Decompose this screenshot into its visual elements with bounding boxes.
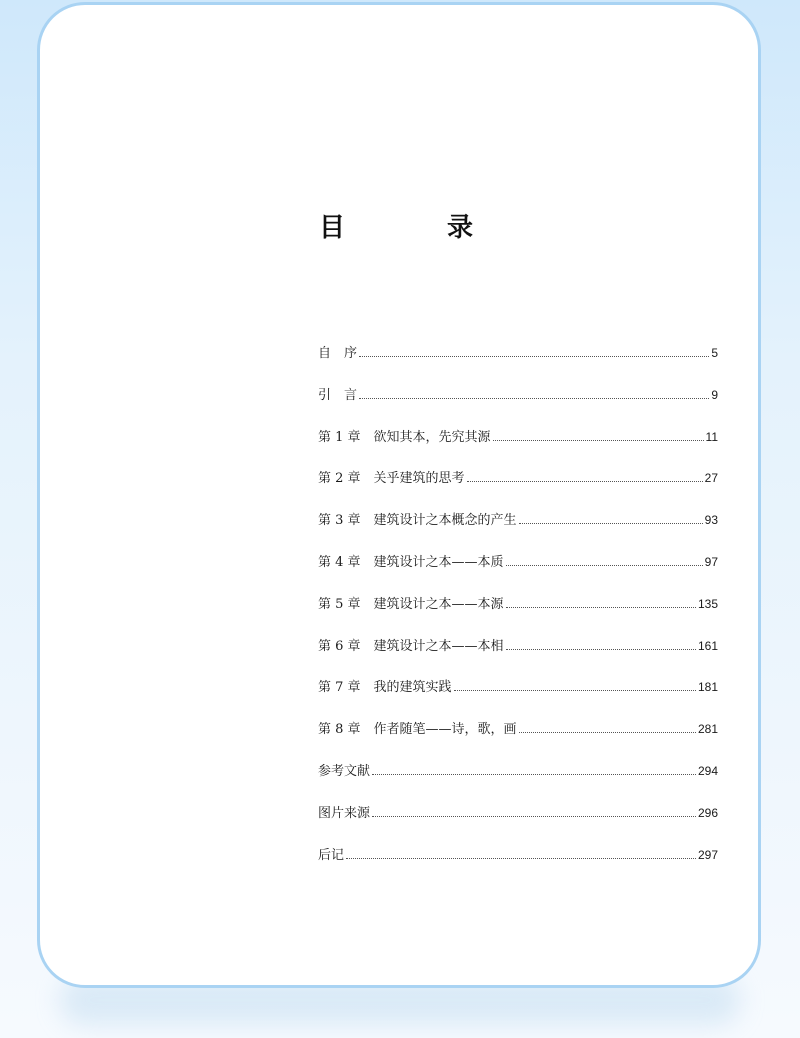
- toc-entry[interactable]: [318, 510, 718, 530]
- toc-entry-page-number: 9: [711, 387, 718, 402]
- toc-entry[interactable]: [318, 636, 718, 656]
- toc-entry-label: 自 序: [318, 346, 358, 361]
- toc-title: 目 录: [319, 213, 512, 243]
- toc-entry-page-number: 294: [697, 764, 718, 778]
- toc-entry-label: 第 1 章 欲知其本，先究其源: [318, 429, 491, 445]
- page-card: [37, 2, 761, 988]
- toc-entry[interactable]: [318, 552, 718, 572]
- toc-entry-label: 参考文献: [318, 764, 371, 779]
- toc-entry[interactable]: [318, 677, 718, 697]
- toc-entry-page-number: 181: [697, 680, 718, 695]
- toc-entry-page-number: 135: [697, 596, 718, 611]
- toc-entry-label: 第 8 章 作者随笔——诗，歌，画: [318, 722, 517, 738]
- toc-entry-page-number: 27: [704, 471, 718, 486]
- toc-entry[interactable]: [318, 427, 718, 447]
- toc-entry-label: 第 6 章 建筑设计之本——本相: [318, 638, 504, 654]
- dot-leader: [372, 773, 696, 775]
- toc-entry-label: 引 言: [318, 387, 358, 403]
- dot-leader: [506, 564, 703, 566]
- toc-entry-page-number: 297: [697, 847, 718, 862]
- toc-entry-page-number: 296: [697, 805, 718, 820]
- toc-entry-page-number: 281: [697, 722, 718, 737]
- toc-entry[interactable]: [318, 385, 718, 405]
- dot-leader: [454, 689, 696, 691]
- toc-entry-page-number: 11: [705, 429, 718, 444]
- toc-entry-page-number: 97: [704, 555, 718, 569]
- toc-entry[interactable]: [318, 761, 718, 781]
- toc-entry-label: 第 4 章 建筑设计之本——本质: [318, 555, 504, 570]
- toc-entry-label: 图片来源: [318, 805, 371, 821]
- toc-entry[interactable]: [318, 594, 718, 614]
- dot-leader: [519, 731, 696, 733]
- toc-entry-label: 第 2 章 关乎建筑的思考: [318, 471, 465, 487]
- dot-leader: [493, 439, 704, 441]
- dot-leader: [359, 397, 709, 399]
- dot-leader: [519, 522, 703, 524]
- toc-entry[interactable]: [318, 803, 718, 823]
- dot-leader: [359, 355, 709, 357]
- toc-entry-label: 第 5 章 建筑设计之本——本源: [318, 596, 504, 612]
- dot-leader: [346, 857, 696, 859]
- toc-entry[interactable]: [318, 343, 718, 363]
- toc-entry-page-number: 93: [704, 513, 718, 528]
- toc-entry-label: 第 3 章 建筑设计之本概念的产生: [318, 513, 517, 529]
- toc-entry-page-number: 161: [697, 638, 718, 653]
- dot-leader: [467, 480, 703, 482]
- toc-entry-label: 第 7 章 我的建筑实践: [318, 680, 452, 696]
- dot-leader: [372, 815, 696, 817]
- toc-entry-page-number: 5: [711, 346, 718, 360]
- toc-entry[interactable]: [318, 845, 718, 865]
- toc-entry[interactable]: [318, 468, 718, 488]
- toc-entry-label: 后记: [318, 847, 345, 863]
- toc-entry[interactable]: [318, 719, 718, 739]
- dot-leader: [506, 648, 696, 650]
- dot-leader: [506, 606, 696, 608]
